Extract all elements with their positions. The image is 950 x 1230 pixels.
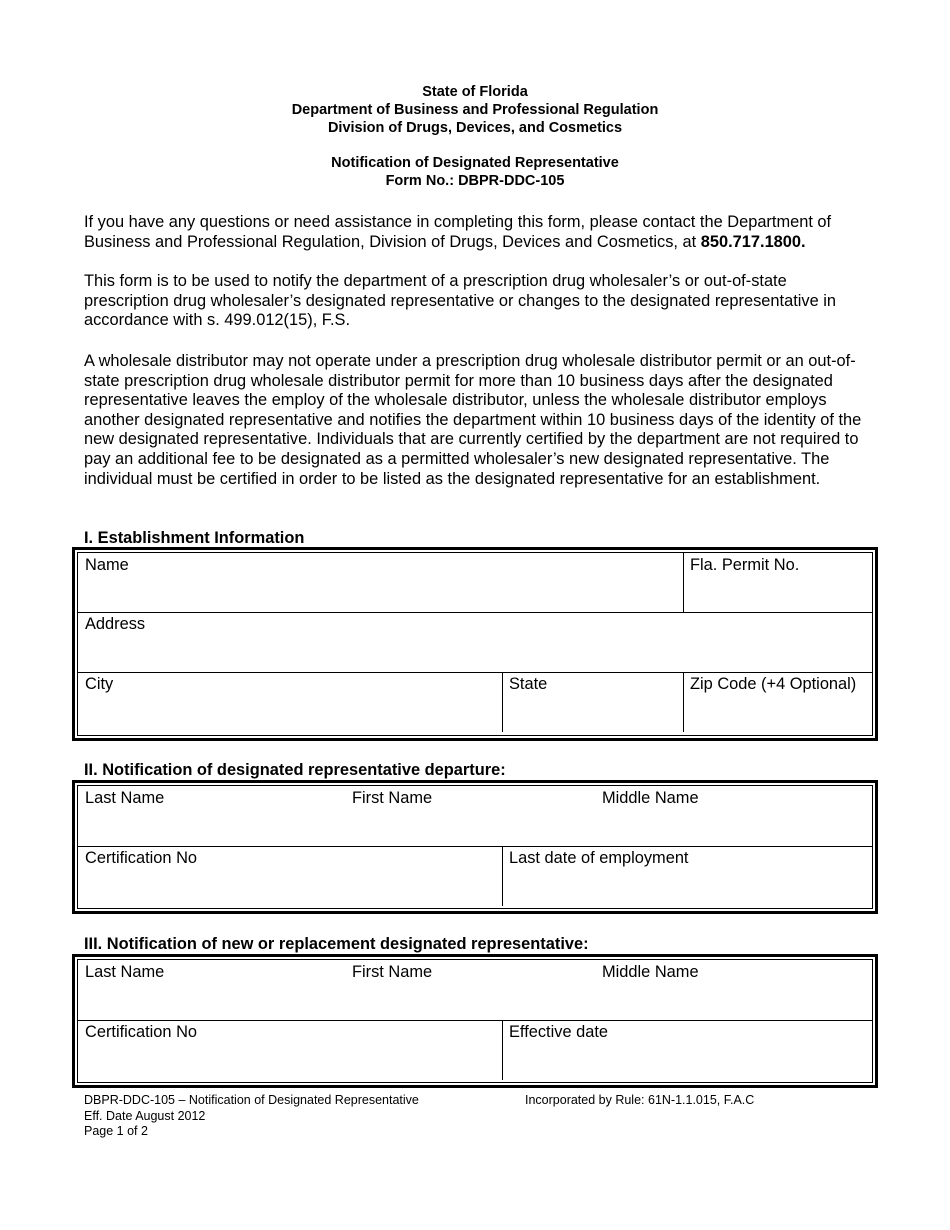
form-header: [0, 83, 950, 190]
departure-first-name-field[interactable]: [345, 786, 595, 846]
last-date-label: Last date of employment: [509, 849, 689, 867]
middle-name-label: Middle Name: [602, 963, 699, 981]
intro-rules-paragraph: A wholesale distributor may not operate under a prescription drug wholesale distributor permit or an out-of-state prescription drug wholesale distributor permit for more than 10 business days after the designated representative leaves the employ of the wholesale distributor, unless the wholesale distributor employs another designated representative and notifies the department within 10 business days of the identity of the new designated representative. Individuals that are currently certified by the department are not required to pay an additional fee to be designated as a permitted wholesaler’s new designated representative. The individual must be certified in order to be listed as the designated representative for an establishment.: [84, 352, 862, 488]
section1-title: I. Establishment Information: [84, 529, 305, 547]
permit-number-field[interactable]: [683, 553, 872, 612]
state-field[interactable]: [502, 672, 683, 732]
new-last-name-field[interactable]: [78, 960, 345, 1020]
middle-name-label: Middle Name: [602, 789, 699, 807]
departure-last-name-field[interactable]: [78, 786, 345, 846]
departure-table: [72, 780, 878, 914]
address-label: Address: [85, 615, 146, 633]
section2-title: II. Notification of designated representative departure:: [84, 761, 506, 779]
zip-code-label: Zip Code (+4 Optional): [690, 675, 857, 693]
intro-contact-paragraph: [84, 213, 874, 252]
footer-rule: Incorporated by Rule: 61N-1.1.015, F.A.C: [525, 1093, 755, 1107]
last-name-label: Last Name: [85, 789, 165, 807]
form-number: Form No.: DBPR-DDC-105: [385, 173, 565, 189]
contact-phone: 850.717.1800.: [700, 232, 806, 251]
permit-number-label: Fla. Permit No.: [690, 556, 800, 574]
page-footer-left: [84, 1093, 419, 1140]
zip-code-field[interactable]: [683, 672, 872, 732]
last-name-label: Last Name: [85, 963, 165, 981]
name-label: Name: [85, 556, 129, 574]
header-division: Division of Drugs, Devices, and Cosmetics: [327, 120, 623, 136]
first-name-label: First Name: [352, 789, 433, 807]
establishment-name-field[interactable]: [78, 553, 683, 612]
city-field[interactable]: [78, 672, 502, 732]
form-title: Notification of Designated Representative: [331, 155, 619, 171]
header-state: State of Florida: [422, 84, 528, 100]
intro-purpose-paragraph: This form is to be used to notify the department of a prescription drug wholesaler’s or out-of-state prescription drug wholesaler’s designated representative or changes to the designated representative in accordance with s. 499.012(15), F.S.: [84, 272, 837, 330]
certification-label: Certification No: [85, 1023, 198, 1041]
last-date-employment-field[interactable]: [502, 846, 872, 906]
new-first-name-field[interactable]: [345, 960, 595, 1020]
effective-date-label: Effective date: [509, 1023, 609, 1041]
footer-page-number: Page 1 of 2: [84, 1124, 148, 1138]
new-certification-field[interactable]: [78, 1020, 502, 1080]
first-name-label: First Name: [352, 963, 433, 981]
footer-form-line: DBPR-DDC-105 – Notification of Designated Representative: [84, 1093, 419, 1107]
footer-eff-date: Eff. Date August 2012: [84, 1108, 206, 1123]
certification-label: Certification No: [85, 849, 198, 867]
departure-certification-field[interactable]: [78, 846, 502, 906]
city-label: City: [85, 675, 114, 693]
intro-contact-text: If you have any questions or need assistance in completing this form, please contact the Department of Business and Professional Regulation, Division of Drugs, Devices and Cosmetics, at: [84, 213, 832, 251]
header-department: Department of Business and Professional Regulation: [291, 102, 659, 118]
departure-middle-name-field[interactable]: [595, 786, 872, 846]
address-field[interactable]: [78, 612, 872, 672]
establishment-info-table: [72, 547, 878, 741]
new-middle-name-field[interactable]: [595, 960, 872, 1020]
effective-date-field[interactable]: [502, 1020, 872, 1080]
section3-title: III. Notification of new or replacement designated representative:: [84, 935, 589, 953]
state-label: State: [509, 675, 548, 693]
new-representative-table: [72, 954, 878, 1088]
